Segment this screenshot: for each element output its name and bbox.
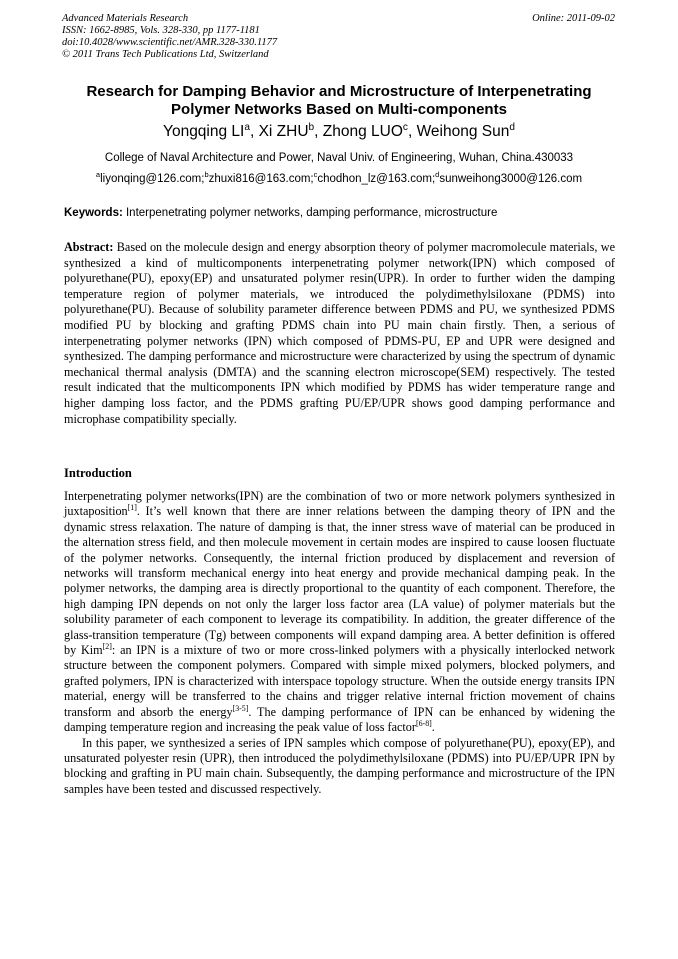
online-date: Online: 2011-09-02: [532, 13, 615, 24]
email-mark: b: [204, 170, 209, 180]
keywords-label: Keywords:: [64, 207, 123, 219]
email-link[interactable]: sunweihong3000@126.com: [439, 173, 583, 185]
author-separator: ,: [249, 123, 259, 140]
abstract-label: Abstract:: [64, 240, 114, 254]
citation-ref[interactable]: [3-5]: [232, 703, 249, 713]
journal-name: Advanced Materials Research: [62, 13, 189, 24]
author: [417, 123, 515, 140]
intro-paragraph-1: [64, 489, 615, 736]
citation-ref[interactable]: [1]: [127, 503, 137, 513]
paragraph-text: : an IPN is a mixture of two or more cross-linked polymers with a physically interlocked network structure between the component polymers. Compared with simple mixed polymers, blocked polymers, and grafted polymers, IPN is characterized with interspace topology structure. When the outside energy transits IPN material, energy will be transferred to the chains and trigger relative internal friction movement of chains transform and absorb the energy: [64, 643, 615, 719]
author: [323, 123, 417, 140]
author-affil-mark: a: [244, 121, 250, 133]
issn-line: ISSN: 1662-8985, Vols. 328-330, pp 1177-1181: [62, 25, 260, 36]
citation-ref[interactable]: [2]: [102, 642, 112, 651]
paragraph-text: .: [431, 720, 435, 735]
author-name: Xi ZHU: [258, 123, 309, 140]
author-list: [40, 122, 638, 142]
author-separator: ,: [314, 123, 323, 140]
author: [163, 123, 259, 140]
title-line-2: Polymer Networks Based on Multi-components: [171, 101, 507, 118]
paragraph-text: . The damping performance of IPN can be enhanced by widening the damping temperature region and increasing the peak value of loss factor: [64, 704, 615, 735]
journal-header: [62, 13, 615, 61]
paragraph-text: . It’s well known that there are inner relations between the damping theory of IPN and the dynamic stress relaxation. The nature of damping is that, the inner stress wave of material can be produced in the alternation stress field, and then molecule movement in certain modes are inspired to cause loosen fluctuate of the polymer networks. Consequently, the internal friction produced by displacement and reversion of networks will transform mechanical energy into heat energy and provide mechanical damping peak. In the polymer networks, the damping area is directly proportional to the quantity of each component. Therefore, the high damping IPN depends on not only the larger loss factor area (LA value) of polymer materials but the solubility parameter of each component to leverage its compatibility. In addition, the greater difference of the glass-transition temperature (Tg) between components will expand damping area. A better definition is offered by Kim: [64, 504, 615, 658]
introduction-body: [64, 489, 615, 797]
doi-line: doi:10.4028/www.scientific.net/AMR.328-330.1177: [62, 37, 278, 48]
section-heading-introduction: Introduction: [64, 466, 132, 480]
author-name: Yongqing LI: [163, 123, 245, 140]
paper-title: [40, 83, 638, 119]
keywords: [64, 206, 616, 220]
email-mark: a: [95, 170, 101, 180]
intro-paragraph-2: In this paper, we synthesized a series of IPN samples which compose of polyurethane(PU), epoxy(EP), and unsaturated polyester resin (UPR), then introduced the polydimethylsiloxane (PDMS) into PU/EP/UPR IPN by blocking and grafting in PU main chain. Subsequently, the damping performance and microstructure of the IPN samples have been tested and discussed respectively.: [64, 735, 615, 796]
author: [259, 123, 323, 140]
email-list: [40, 172, 638, 186]
affiliation: College of Naval Architecture and Power, Naval Univ. of Engineering, Wuhan, China.430033: [104, 152, 574, 164]
author-name: Weihong Sun: [416, 123, 510, 140]
email-mark: c: [313, 170, 318, 180]
email-link[interactable]: chodhon_lz@163.com;: [317, 173, 436, 185]
author-affil-mark: b: [308, 121, 315, 133]
email-link[interactable]: liyonqing@126.com;: [100, 173, 205, 185]
abstract: [64, 240, 615, 427]
email-link[interactable]: zhuxi816@163.com;: [208, 173, 314, 185]
copyright-line: © 2011 Trans Tech Publications Ltd, Switzerland: [62, 49, 269, 60]
abstract-text: Based on the molecule design and energy absorption theory of polymer macromolecule materials, we synthesized a kind of multicomponents interpenetrating polymer network(IPN) which composed of polyurethane(PU), epoxy(EP) and unsaturated polymer resin(UPR). In order to further widen the damping temperature region of polymer materials, we introduced the polydimethylsiloxane (PDMS) into polyurethane(PU). Because of solubility parameter difference between PDMS and PU, we synthesized PDMS modified PU by blocking and grafting PDMS chain into PU main chain firstly. Then, a serious of interpenetrating polymer networks (IPN) which composed of PDMS-PU, EP and UPR were designed and synthesized. The damping performance and microstructure were characterized by using the spectrum of dynamic mechanical thermal analysis (DMTA) and the scanning electron microscope(SEM) respectively. The tested result indicated that the multicomponents IPN which modified by PDMS has wider temperature range and higher damping loss factor, and the PDMS grafting PU/EP/UPR shows good damping performance and microphase compatibility specially.: [64, 240, 615, 426]
author-affil-mark: d: [509, 121, 515, 133]
author-affil-mark: c: [402, 121, 408, 133]
author-separator: ,: [407, 123, 417, 140]
email-mark: d: [435, 170, 440, 180]
citation-ref[interactable]: [6-8]: [415, 719, 432, 729]
paragraph-text: Interpenetrating polymer networks(IPN) are the combination of two or more network polymers synthesized in juxtaposition: [64, 489, 615, 519]
keywords-text: Interpenetrating polymer networks, damping performance, microstructure: [122, 207, 498, 219]
author-name: Zhong LUO: [322, 123, 403, 140]
title-line-1: Research for Damping Behavior and Microstructure of Interpenetrating: [86, 83, 592, 100]
